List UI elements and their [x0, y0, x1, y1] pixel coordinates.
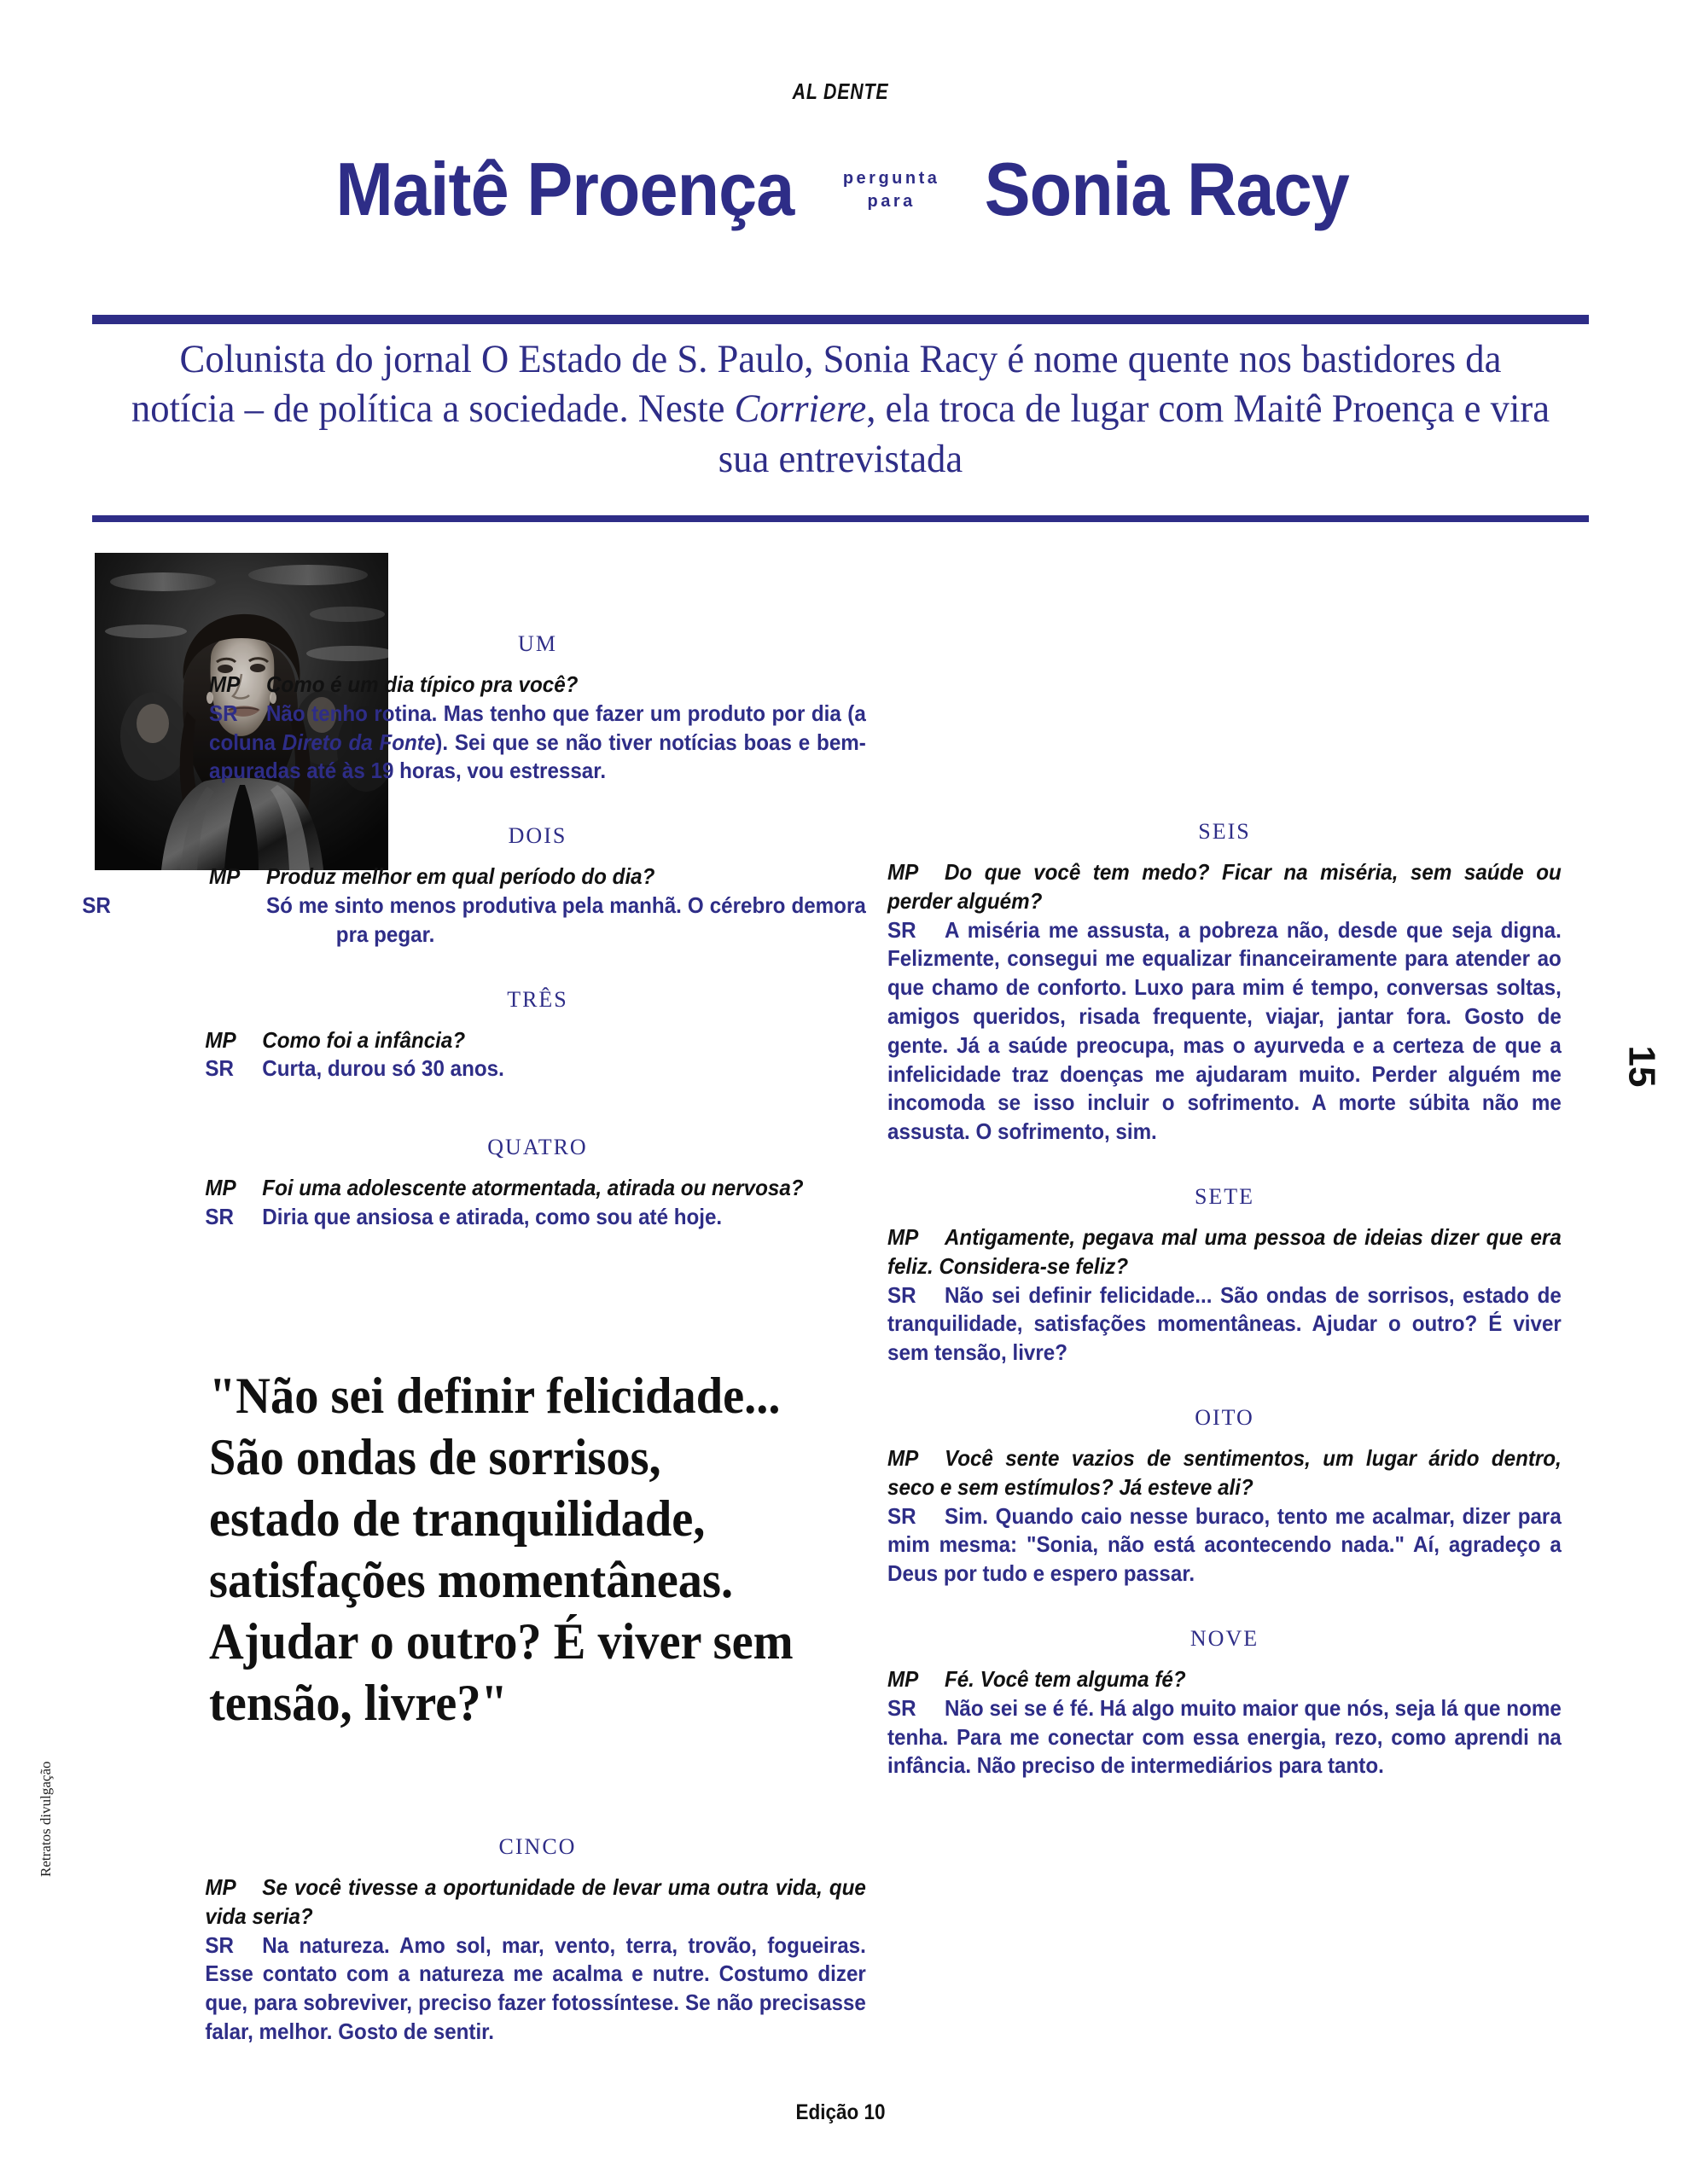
section-label-quatro: QUATRO — [487, 1135, 588, 1160]
question-seis — [887, 858, 1562, 916]
interviewee-name: Sonia Racy — [984, 147, 1350, 231]
speaker-tag-mp: MP — [209, 863, 241, 890]
qa-block-quatro — [205, 1135, 866, 1232]
speaker-tag-sr: SR — [887, 916, 916, 943]
question-oito — [887, 1444, 1562, 1502]
speaker-tag-mp: MP — [205, 1026, 236, 1053]
speaker-tag-mp: MP — [205, 1175, 236, 1201]
speaker-tag-sr: SR — [205, 1931, 234, 1958]
question-text-tres: Como foi a infância? — [262, 1026, 466, 1053]
edition-footer: Edição 10 — [795, 2100, 886, 2124]
answer-text-sete: Não sei definir felicidade... São ondas de sorrisos, estado de tranquilidade, satisfações momentâneas. Ajudar o outro? É viver sem tensão, livre? — [887, 1281, 1562, 1366]
question-tres — [205, 1026, 865, 1055]
answer-nove — [887, 1694, 1562, 1780]
answer-text-tres: Curta, durou só 30 anos. — [262, 1055, 504, 1082]
interviewer-name: Maitê Proença — [335, 147, 794, 231]
speaker-tag-mp: MP — [209, 671, 241, 697]
masthead — [0, 147, 1681, 246]
speaker-tag-mp: MP — [205, 1874, 236, 1900]
question-text-sete: Antigamente, pegava mal uma pessoa de ideias dizer que era feliz. Considera-se feliz? — [887, 1223, 1562, 1279]
rule-above-standfirst — [92, 315, 1589, 324]
question-um — [209, 671, 866, 700]
question-quatro — [205, 1174, 865, 1203]
question-text-nove: Fé. Você tem alguma fé? — [944, 1665, 1186, 1692]
answer-text-seis: A miséria me assusta, a pobreza não, desde que seja digna. Felizmente, consegui me equalizar financeiramente para atender ao que chamo de conforto. Luxo para mim é tempo, conversas soltas, amigos queridos, risada frequente, viajar, jantar fora. Gosto de gente. Já a saúde preocupa, mas o ayurveda e a certeza de que a infelicidade traz doenças me ajudaram muito. Perder alguém me incomoda se isso incluir o sofrimento. A morte súbita não me assusta. O sofrimento, sim. — [887, 916, 1562, 1145]
answer-oito — [887, 1502, 1562, 1589]
section-label-sete: SETE — [1194, 1183, 1255, 1209]
answer-text-quatro: Diria que ansiosa e atirada, como sou até hoje. — [262, 1203, 723, 1229]
qa-text-quatro — [205, 1174, 866, 1232]
speaker-tag-mp: MP — [887, 1665, 919, 1692]
speaker-tag-mp: MP — [887, 859, 919, 885]
qa-block-seis — [887, 819, 1562, 1147]
qa-block-oito — [887, 1405, 1562, 1589]
section-label-cinco: CINCO — [498, 1834, 577, 1859]
qa-text-seis — [887, 858, 1562, 1147]
rule-below-standfirst — [92, 515, 1589, 522]
qa-text-oito — [887, 1444, 1562, 1589]
answer-text-oito: Sim. Quando caio nesse buraco, tento me acalmar, dizer para mim mesma: "Sonia, não está acontecendo nada." Aí, agradeço a Deus por tudo e espero passar. — [887, 1502, 1562, 1587]
answer-text-cinco: Na natureza. Amo sol, mar, vento, terra, trovão, fogueiras. Esse contato com a natureza me acalma e nutre. Costumo dizer que, para sobreviver, preciso fazer fotossíntese. Se não precisasse falar, melhor. Gosto de sentir. — [205, 1931, 866, 2044]
question-text-um: Como é um dia típico pra você? — [265, 671, 579, 697]
answer-tres — [205, 1054, 865, 1083]
standfirst-italic: Corriere — [734, 386, 867, 432]
answer-dois — [82, 892, 866, 950]
section-label-tres: TRÊS — [507, 986, 568, 1012]
question-text-oito: Você sente vazios de sentimentos, um lugar árido dentro, seco e sem estímulos? Já esteve ali? — [887, 1444, 1562, 1500]
question-text-seis: Do que você tem medo? Ficar na miséria, sem saúde ou perder alguém? — [887, 859, 1562, 914]
question-text-cinco: Se você tivesse a oportunidade de levar uma outra vida, que vida seria? — [205, 1874, 866, 1929]
photo-credit: Retratos divulgação — [38, 1761, 54, 1877]
speaker-tag-mp: MP — [887, 1444, 919, 1471]
speaker-tag-sr: SR — [887, 1694, 916, 1721]
answer-um — [209, 700, 866, 786]
speaker-tag-sr: SR — [209, 700, 238, 726]
question-sete — [887, 1223, 1562, 1281]
qa-text-um — [209, 671, 866, 786]
question-text-dois: Produz melhor em qual período do dia? — [265, 863, 655, 890]
standfirst-part-2: , ela troca de lugar com Maitê Proença e vira sua entrevistada — [718, 386, 1550, 481]
page-number: 15 — [1620, 1045, 1663, 1088]
section-label-um: UM — [518, 631, 557, 656]
question-nove — [887, 1665, 1562, 1694]
section-kicker: AL DENTE — [792, 78, 889, 104]
qa-block-tres — [205, 986, 866, 1084]
qa-text-nove — [887, 1665, 1562, 1780]
section-label-dois: DOIS — [508, 823, 567, 849]
answer-sete — [887, 1281, 1562, 1368]
question-dois — [209, 863, 866, 892]
standfirst-part-1: Colunista do jornal O Estado de S. Paulo, Sonia Racy é nome quente nos bastidores da notícia – de política a sociedade. Neste — [131, 337, 1502, 432]
standfirst — [130, 334, 1551, 484]
speaker-tag-sr: SR — [205, 1203, 234, 1229]
question-cinco — [205, 1873, 865, 1931]
speaker-tag-sr: SR — [205, 1055, 234, 1082]
qa-text-cinco — [205, 1873, 866, 2047]
qa-block-sete — [887, 1184, 1562, 1368]
connector-line-1: pergunta — [842, 169, 940, 188]
speaker-tag-sr: SR — [887, 1281, 916, 1308]
qa-block-cinco — [205, 1834, 866, 2047]
qa-text-dois — [82, 863, 866, 949]
answer-text-nove: Não sei se é fé. Há algo muito maior que nós, seja lá que nome tenha. Para me conectar com essa energia, rezo, como aprendi na infância. Não preciso de intermediários para tanto. — [887, 1694, 1562, 1779]
pull-quote: "Não sei definir felicidade... São ondas de sorrisos, estado de tranquilidade, satisfações momentâneas. Ajudar o outro? É viver sem tensão, livre?" — [209, 1368, 794, 1731]
qa-block-dois — [82, 823, 866, 949]
section-label-oito: OITO — [1195, 1404, 1254, 1430]
right-column — [887, 819, 1562, 1780]
speaker-tag-mp: MP — [887, 1223, 919, 1250]
answer-text-um: Não tenho rotina. Mas tenho que fazer um produto por dia (a coluna Direto da Fonte). Sei que se não tiver notícias boas e bem-apuradas até às 19 horas, vou estressar. — [209, 700, 866, 784]
section-label-nove: NOVE — [1189, 1625, 1259, 1651]
qa-text-tres — [205, 1026, 866, 1084]
answer-seis — [887, 916, 1562, 1147]
masthead-connector — [814, 152, 969, 213]
section-label-seis: SEIS — [1198, 819, 1251, 844]
speaker-tag-sr: SR — [82, 892, 111, 918]
answer-quatro — [205, 1203, 865, 1232]
qa-text-sete — [887, 1223, 1562, 1368]
qa-block-nove — [887, 1626, 1562, 1780]
qa-block-um — [209, 631, 866, 786]
connector-line-2: para — [867, 192, 916, 211]
answer-cinco — [205, 1931, 865, 2047]
speaker-tag-sr: SR — [887, 1502, 916, 1529]
answer-text-dois: Só me sinto menos produtiva pela manhã. O cérebro demora pra pegar. — [265, 892, 866, 947]
left-column — [82, 631, 866, 1232]
question-text-quatro: Foi uma adolescente atormentada, atirada ou nervosa? — [262, 1175, 804, 1201]
